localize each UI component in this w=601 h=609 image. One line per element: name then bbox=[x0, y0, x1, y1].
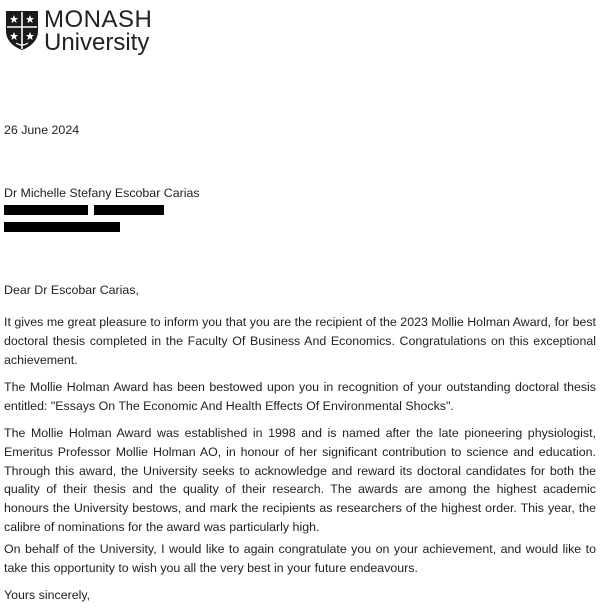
org-name-line2: University bbox=[44, 29, 150, 56]
paragraph-2: The Mollie Holman Award has been bestowed upon you in recognition of your outstanding doctoral thesis entitled: "Essays On The Economic And Health Effects Of Environmental Shocks". bbox=[4, 380, 596, 413]
letter-date: 26 June 2024 bbox=[4, 123, 80, 137]
redacted-address-line2 bbox=[4, 222, 120, 232]
crest-icon bbox=[4, 9, 40, 51]
closing: Yours sincerely, bbox=[4, 588, 91, 602]
salutation: Dear Dr Escobar Carias, bbox=[4, 283, 139, 297]
paragraph-1: It gives me great pleasure to inform you that you are the recipient of the 2023 Mollie Holman Award, for best doctoral thesis completed in the Faculty Of Business And Economics. Congratulations on this exceptional achievement. bbox=[4, 315, 596, 367]
paragraph-4: On behalf of the University, I would like to again congratulate you on your achievement, and would like to take this opportunity to wish you all the very best in your future endeavours. bbox=[4, 542, 596, 575]
redacted-address-line1b bbox=[94, 205, 164, 215]
paragraph-3: The Mollie Holman Award was established in 1998 and is named after the late pioneering physiologist, Emeritus Professor Mollie Holman AO, in honour of her significant contribution to science and education. Through this award, the University seeks to acknowledge and reward its doctoral candidates for both the quality of their thesis and the quality of their research. The awards are among the highest academic honours the University bestows, and mark the recipients as researchers of the highest order. This year, the calibre of nominations for the award was particularly high. bbox=[4, 426, 596, 534]
recipient-name: Dr Michelle Stefany Escobar Carias bbox=[4, 186, 200, 200]
redacted-address-line1a bbox=[4, 205, 88, 215]
university-logo bbox=[4, 8, 152, 55]
org-name-line1: MONASH bbox=[44, 6, 153, 33]
